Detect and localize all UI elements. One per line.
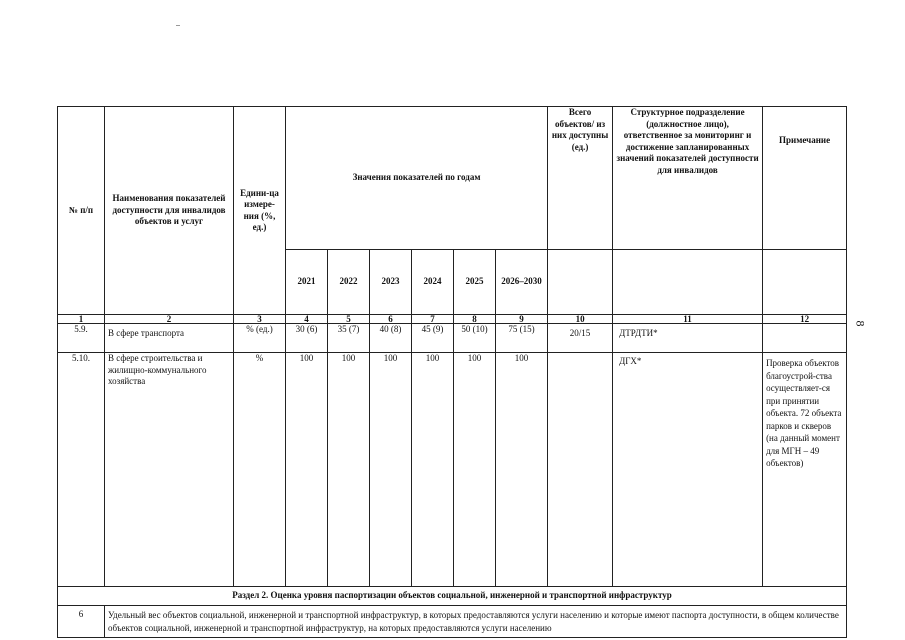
row-note <box>763 324 847 353</box>
row-value: 100 <box>496 353 548 587</box>
row-total: 20/15 <box>548 324 613 353</box>
row-text: Удельный вес объектов социальной, инженерной и транспортной инфраструктур, в которых предоставляются услуги населению и которые имеют паспорта доступности, в общем количестве объектов социальной, инженерной и транспортной инфраструктур, на которых предоставляются услуги населению <box>105 606 847 638</box>
scan-speck <box>176 25 180 26</box>
column-number: 4 <box>286 315 328 324</box>
header-total-cont <box>548 250 613 315</box>
section-title: Раздел 2. Оценка уровня паспортизации объектов социальной, инженерной и транспортной инфраструктур <box>58 587 847 606</box>
row-unit: % (ед.) <box>234 324 286 353</box>
column-number: 10 <box>548 315 613 324</box>
column-number: 11 <box>613 315 763 324</box>
column-number: 3 <box>234 315 286 324</box>
row-value: 100 <box>454 353 496 587</box>
table-row <box>58 606 847 638</box>
page-number: 8 <box>853 320 868 327</box>
row-dept: ДГХ* <box>613 353 763 587</box>
column-number: 1 <box>58 315 105 324</box>
header-note: Примечание <box>763 107 847 250</box>
header-year: 2026–2030 <box>496 250 548 315</box>
row-num: 5.9. <box>58 324 105 353</box>
header-year: 2023 <box>370 250 412 315</box>
table-row <box>58 324 847 353</box>
row-value: 30 (6) <box>286 324 328 353</box>
row-value: 100 <box>370 353 412 587</box>
header-num: № п/п <box>58 107 105 315</box>
header-year: 2024 <box>412 250 454 315</box>
header-note-cont <box>763 250 847 315</box>
header-year: 2022 <box>328 250 370 315</box>
header-dept: Структурное подразделение (должностное лицо), ответственное за мониторинг и достижение запланированных значений показателей доступности для инвалидов <box>613 107 763 250</box>
column-number: 7 <box>412 315 454 324</box>
row-value: 45 (9) <box>412 324 454 353</box>
row-unit: % <box>234 353 286 587</box>
header-name: Наименования показателей доступности для инвалидов объектов и услуг <box>105 107 234 315</box>
column-number: 5 <box>328 315 370 324</box>
row-value: 50 (10) <box>454 324 496 353</box>
row-value: 100 <box>286 353 328 587</box>
column-number: 8 <box>454 315 496 324</box>
column-number: 12 <box>763 315 847 324</box>
header-year: 2021 <box>286 250 328 315</box>
row-num: 6 <box>58 606 105 638</box>
table-row <box>58 353 847 587</box>
header-years-group: Значения показателей по годам <box>286 107 548 250</box>
row-value: 100 <box>412 353 454 587</box>
header-year: 2025 <box>454 250 496 315</box>
header-unit: Едини-ца измере-ния (%, ед.) <box>234 107 286 315</box>
row-note: Проверка объектов благоустрой-ства осуществляет-ся при принятии объекта. 72 объекта парков и скверов (на данный момент для МГН – 49 объектов) <box>763 353 847 587</box>
row-total <box>548 353 613 587</box>
header-total: Всего объектов/ из них доступны (ед.) <box>548 107 613 250</box>
column-number: 2 <box>105 315 234 324</box>
column-number: 6 <box>370 315 412 324</box>
column-number: 9 <box>496 315 548 324</box>
row-name: В сфере транспорта <box>105 324 234 353</box>
header-dept-cont <box>613 250 763 315</box>
row-dept: ДТРДТИ* <box>613 324 763 353</box>
row-value: 40 (8) <box>370 324 412 353</box>
row-name: В сфере строительства и жилищно-коммунального хозяйства <box>105 353 234 587</box>
row-num: 5.10. <box>58 353 105 587</box>
row-value: 100 <box>328 353 370 587</box>
row-value: 35 (7) <box>328 324 370 353</box>
row-value: 75 (15) <box>496 324 548 353</box>
indicators-table <box>57 106 847 638</box>
